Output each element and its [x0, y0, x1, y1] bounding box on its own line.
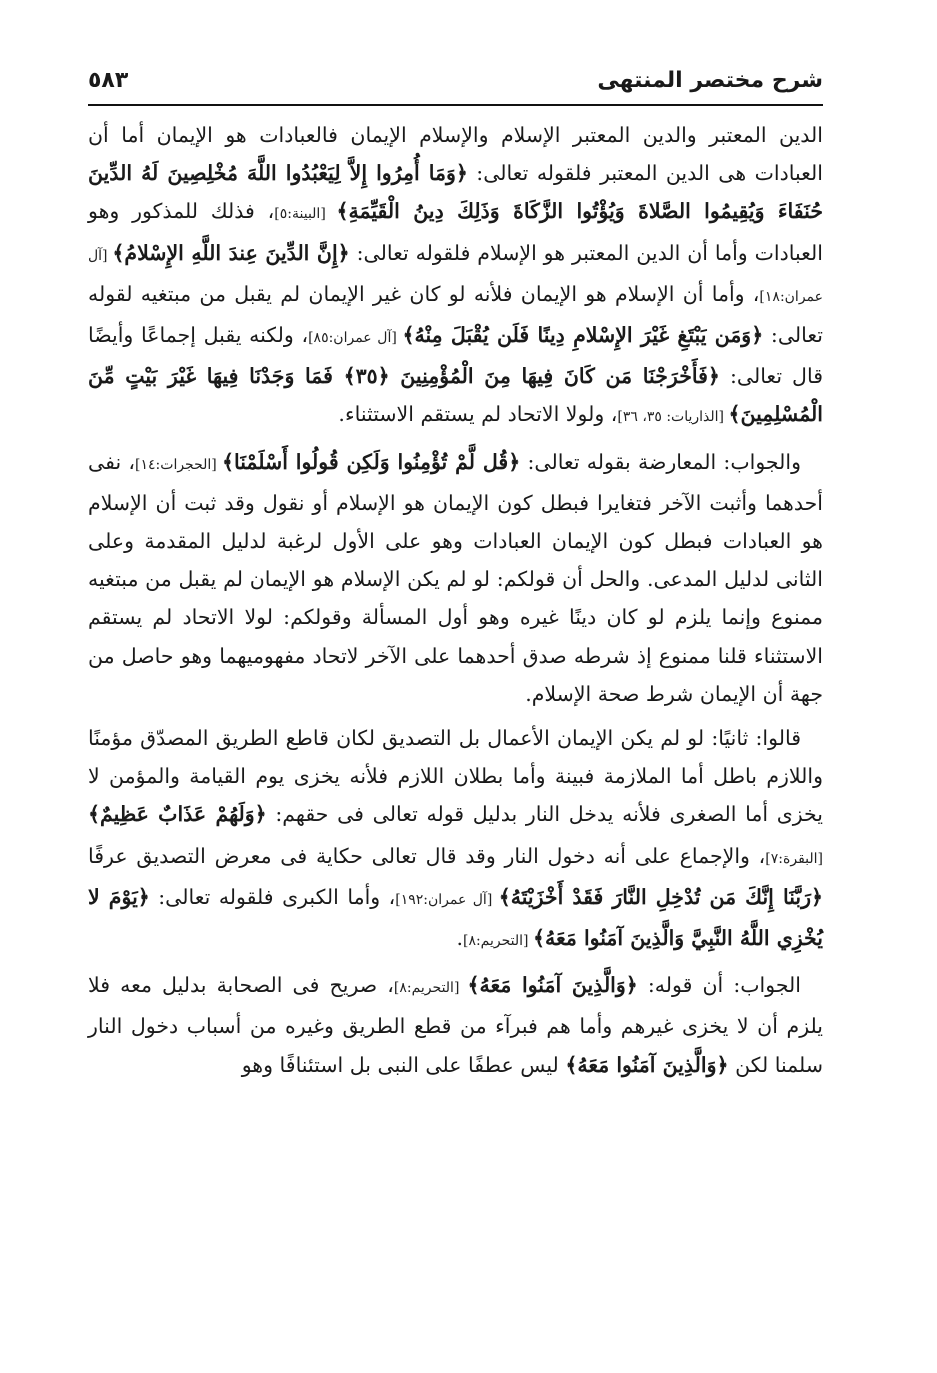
verse-reference: [التحريم:٨] [462, 933, 533, 950]
quran-verse: ﴿قُل لَّمْ تُؤْمِنُوا وَلَكِن قُولُوا أَسْلَمْنَا﴾ [221, 449, 521, 474]
verse-reference: [البينة:٥] [274, 206, 337, 223]
text-span: ليس عطفًا على النبى بل استئنافًا وهو [241, 1052, 566, 1077]
text-span: . [456, 926, 463, 951]
text-span: الدين المعتبر والدين المعتبر الإسلام والإسلام الإيمان فالعبادات هو الإيمان أما أن العبادات هى الدين المعتبر فلقوله تعالى: [88, 123, 823, 186]
text-span: ، ولولا الاتحاد لم يستقم الاستثناء. [338, 402, 618, 427]
text-span: ، صريح فى الصحابة بدليل معه فلا يلزم أن لا يخزى غيرهم وأما هم فبرآء من قطع الطريق وغيره من أسباب دخول النار سلمنا لكن [88, 973, 823, 1077]
paragraph-argument [88, 116, 823, 437]
paragraph-answer [88, 443, 823, 713]
page-header [88, 62, 823, 106]
text-span: قالوا: ثانيًا: لو لم يكن الإيمان الأعمال بل التصديق لكان قاطع الطريق المصدّق مؤمنًا واللازم باطل أما الملازمة فبينة وأما بطلان اللازم فلأنه يخزى يوم القيامة والمؤمن لا يخزى أما الصغرى فلأنه يدخل النار بدليل قوله تعالى فى حقهم: [88, 726, 823, 827]
verse-reference: [آل عمران:٨٥] [308, 330, 403, 347]
quran-verse: ﴿إِنَّ الدِّينَ عِندَ اللَّهِ الإِسْلامُ﴾ [112, 240, 350, 265]
text-span: ، فذلك للمذكور وهو العبادات وأما أن الدين المعتبر هو الإسلام فلقوله تعالى: [88, 199, 823, 265]
verse-reference: [التحريم:٨] [393, 980, 468, 997]
quran-verse: ﴿وَمَن يَبْتَغِ غَيْرَ الإِسْلامِ دِينًا فَلَن يُقْبَلَ مِنْهُ﴾ [402, 323, 764, 348]
page-body [88, 116, 823, 1316]
text-span: ، والإجماع على أنه دخول النار وقد قال تعالى حكاية فى معرض التصديق عرفًا [88, 843, 766, 868]
paragraph-second-argument [88, 719, 823, 960]
quran-verse: ﴿وَالَّذِينَ آمَنُوا مَعَهُ﴾ [565, 1052, 729, 1077]
text-span: الجواب: أن قوله: [637, 973, 801, 998]
page-number: ٥٨٣ [88, 68, 129, 93]
verse-reference: [الذاريات: ٣٥، ٣٦] [617, 409, 729, 426]
quran-verse: ﴿يَوْمَ لا يُخْزِي اللَّهُ النَّبِيَّ وَالَّذِينَ آمَنُوا مَعَهُ﴾ [88, 884, 823, 951]
quran-verse: ﴿فَأَخْرَجْنَا مَن كَانَ فِيهَا مِنَ الْمُؤْمِنِينَ ﴿٣٥﴾ فَمَا وَجَدْنَا فِيهَا غَيْرَ بَيْتٍ مِّنَ الْمُسْلِمِينَ﴾ [88, 364, 823, 427]
quran-verse: ﴿وَلَهُمْ عَذَابٌ عَظِيمٌ﴾ [88, 802, 267, 827]
text-span: ، وأما الكبرى فلقوله تعالى: [149, 884, 396, 909]
paragraph-second-answer [88, 966, 823, 1084]
verse-reference: [آل عمران:١٩٢] [395, 891, 499, 908]
verse-reference: [الحجرات:١٤] [135, 456, 222, 473]
text-span: ، وأما أن الإسلام هو الإيمان فلأنه لو كان غير الإيمان لم يقبل من مبتغيه لقوله تعالى: [88, 281, 823, 348]
quran-verse: ﴿وَالَّذِينَ آمَنُوا مَعَهُ﴾ [467, 973, 638, 998]
verse-reference: [البقرة:٧] [765, 850, 823, 867]
running-title: شرح مختصر المنتهى [597, 68, 823, 93]
text-span: والجواب: المعارضة بقوله تعالى: [520, 449, 801, 474]
quran-verse: ﴿رَبَّنَا إِنَّكَ مَن تُدْخِلِ النَّارَ فَقَدْ أَخْزَيْتَهُ﴾ [498, 884, 824, 909]
text-span: ، ولكنه يقبل إجماعًا وأيضًا قال تعالى: [88, 323, 823, 389]
verse-reference: [آل عمران:١٨] [88, 247, 823, 305]
text-span: ، نفى أحدهما وأثبت الآخر فتغايرا فبطل كون الإيمان هو الإسلام أو نقول وقد ثبت أن الإسلام هو العبادات فبطل كون الإيمان العبادات وهو على الأول لرغبة لدليل المقدمة وعلى الثانى لدليل المدعى. والحل أن قولكم: لو لم يكن الإسلام هو الإيمان لم يقبل من مبتغيه ممنوع وإنما يلزم لو كان دينًا غيره وهو أول المسألة وقولكم: لولا الاتحاد لم يستقم الاستثناء قلنا ممنوع إذ شرطه صدق أحدهما على الآخر لاتحاد مفهوميهما وهو حاصل من جهة أن الإيمان شرط صحة الإسلام. [88, 449, 823, 706]
quran-verse: ﴿وَمَا أُمِرُوا إِلاَّ لِيَعْبُدُوا اللَّهَ مُخْلِصِينَ لَهُ الدِّينَ حُنَفَاءَ وَيُقِيمُوا الصَّلاةَ وَيُؤْتُوا الزَّكَاةَ وَذَلِكَ دِينُ الْقَيِّمَةِ﴾ [88, 161, 824, 224]
